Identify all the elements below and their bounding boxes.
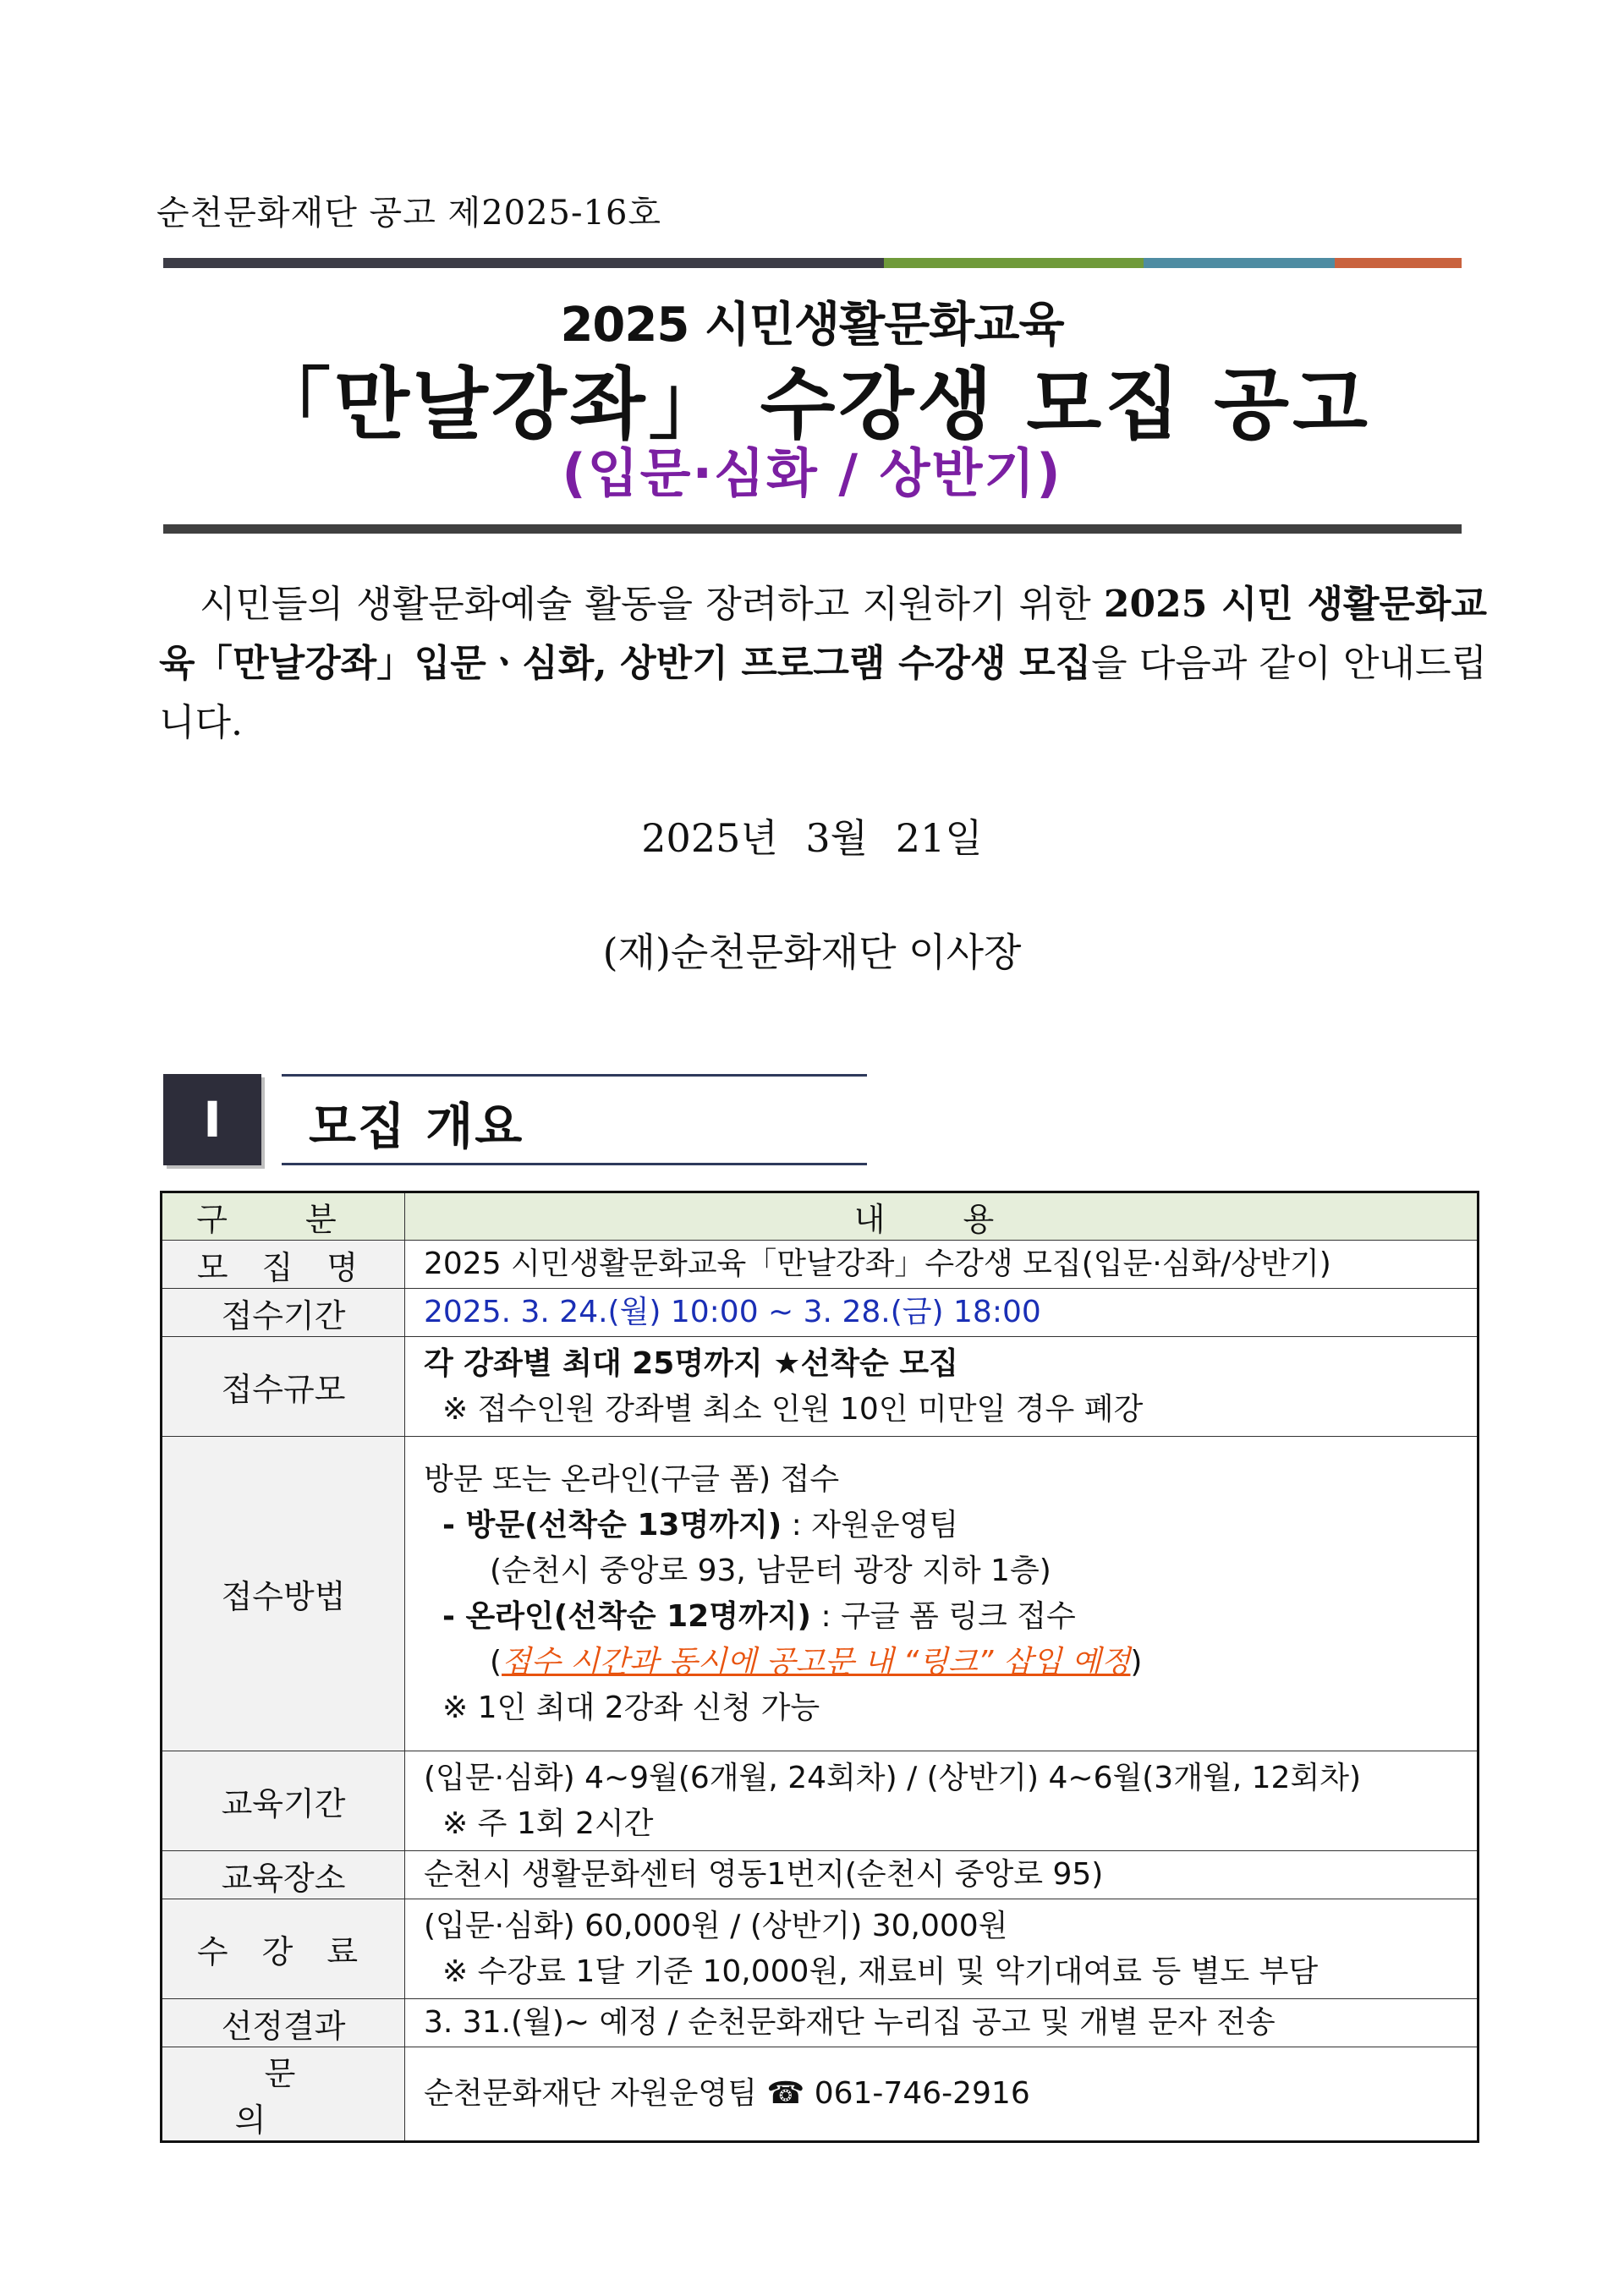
- fee-note: ※ 수강료 1달 기준 10,000원, 재료비 및 악기대여료 등 별도 부담: [442, 1954, 1319, 1989]
- title-divider: [163, 524, 1462, 534]
- scale-line: 각 강좌별 최대 25명까지 ★선착순 모집: [424, 1345, 958, 1381]
- section-title: 모집 개요: [309, 1098, 524, 1155]
- row-value-fee: [405, 1899, 1479, 1999]
- table-row: [162, 2047, 1479, 2142]
- method-visit-address: (순천시 중앙로 93, 남문터 광장 지하 1층): [490, 1553, 1051, 1588]
- row-label-inquiry: 문 의: [162, 2047, 405, 2142]
- method-line: 방문 또는 온라인(구글 폼) 접수: [424, 1461, 840, 1497]
- row-label-result: 선정결과: [162, 1999, 405, 2047]
- row-value-method: [405, 1437, 1479, 1751]
- issuer: (재)순천문화재단 이사장: [602, 929, 1022, 975]
- table-row: [162, 1851, 1479, 1899]
- table-row: [162, 1241, 1479, 1289]
- row-value-name: 2025 시민생활문화교육「만날강좌」수강생 모집(입문·심화/상반기): [405, 1241, 1479, 1289]
- row-label-name: 모 집 명: [162, 1241, 405, 1289]
- intro-text-2: 을 다음과 같이 안내드립니다.: [159, 642, 1487, 744]
- row-value-result: 3. 31.(월)~ 예정 / 순천문화재단 누리집 공고 및 개별 문자 전송: [405, 1999, 1479, 2047]
- section-number-box: Ⅰ: [163, 1074, 261, 1165]
- table-row: [162, 1437, 1479, 1751]
- document-number: 순천문화재단 공고 제2025-16호: [156, 194, 662, 233]
- section-line-bottom: [282, 1163, 867, 1165]
- announcement-date: 2025년 3월 21일: [641, 815, 983, 861]
- bar-segment-orange: [1335, 258, 1462, 268]
- online-link-note: 접수 시간과 동시에 공고문 내 “링크” 삽입 예정: [502, 1644, 1131, 1680]
- header-color-bar: [163, 258, 1462, 268]
- row-value-place: 순천시 생활문화센터 영동1번지(순천시 중앙로 95): [405, 1851, 1479, 1899]
- table-row: [162, 1289, 1479, 1337]
- row-label-method: 접수방법: [162, 1437, 405, 1751]
- bar-segment-dark: [163, 258, 884, 268]
- method-visit: - 방문(선착순 13명까지) : 자원운영팀: [442, 1507, 959, 1543]
- row-label-edu-period: 교육기간: [162, 1751, 405, 1851]
- title-line-2: 「만날강좌」 수강생 모집 공고: [253, 359, 1371, 450]
- row-value-edu-period: [405, 1751, 1479, 1851]
- title-line-3: (입문·심화 / 상반기): [562, 442, 1062, 504]
- bar-segment-green: [884, 258, 1144, 268]
- table-row: [162, 1751, 1479, 1851]
- section-line-top: [282, 1074, 867, 1077]
- method-note: ※ 1인 최대 2강좌 신청 가능: [442, 1690, 820, 1725]
- table-row: [162, 1899, 1479, 1999]
- header-label: 구 분: [162, 1192, 405, 1241]
- header-content: 내 용: [405, 1192, 1479, 1241]
- method-online-note: (접수 시간과 동시에 공고문 내 “링크” 삽입 예정): [490, 1644, 1143, 1680]
- intro-paragraph: [159, 575, 1487, 753]
- intro-text-bold: 2025 시민 생활문화교육「만날강좌」입문ㆍ심화, 상반기 프로그램 수강생 모집: [159, 583, 1487, 685]
- edu-period-note: ※ 주 1회 2시간: [442, 1806, 654, 1841]
- fee-line: (입문·심화) 60,000원 / (상반기) 30,000원: [424, 1908, 1008, 1943]
- bar-segment-teal: [1144, 258, 1335, 268]
- intro-text-1: 시민들의 생활문화예술 활동을 장려하고 지원하기 위한: [200, 583, 1104, 626]
- row-value-inquiry: 순천문화재단 자원운영팀 ☎ 061-746-2916: [405, 2047, 1479, 2142]
- row-value-period: 2025. 3. 24.(월) 10:00 ~ 3. 28.(금) 18:00: [405, 1289, 1479, 1337]
- row-label-fee: 수 강 료: [162, 1899, 405, 1999]
- edu-period-line: (입문·심화) 4~9월(6개월, 24회차) / (상반기) 4~6월(3개월, 12회차): [424, 1760, 1362, 1795]
- method-online: - 온라인(선착순 12명까지) : 구글 폼 링크 접수: [442, 1598, 1076, 1634]
- table-row: [162, 1999, 1479, 2047]
- table-header-row: [162, 1192, 1479, 1241]
- table-row: [162, 1337, 1479, 1437]
- recruitment-overview-table: [160, 1191, 1479, 2143]
- row-value-scale: [405, 1337, 1479, 1437]
- row-label-period: 접수기간: [162, 1289, 405, 1337]
- row-label-scale: 접수규모: [162, 1337, 405, 1437]
- row-label-place: 교육장소: [162, 1851, 405, 1899]
- title-line-1: 2025 시민생활문화교육: [560, 298, 1064, 353]
- scale-note: ※ 접수인원 강좌별 최소 인원 10인 미만일 경우 폐강: [442, 1391, 1144, 1427]
